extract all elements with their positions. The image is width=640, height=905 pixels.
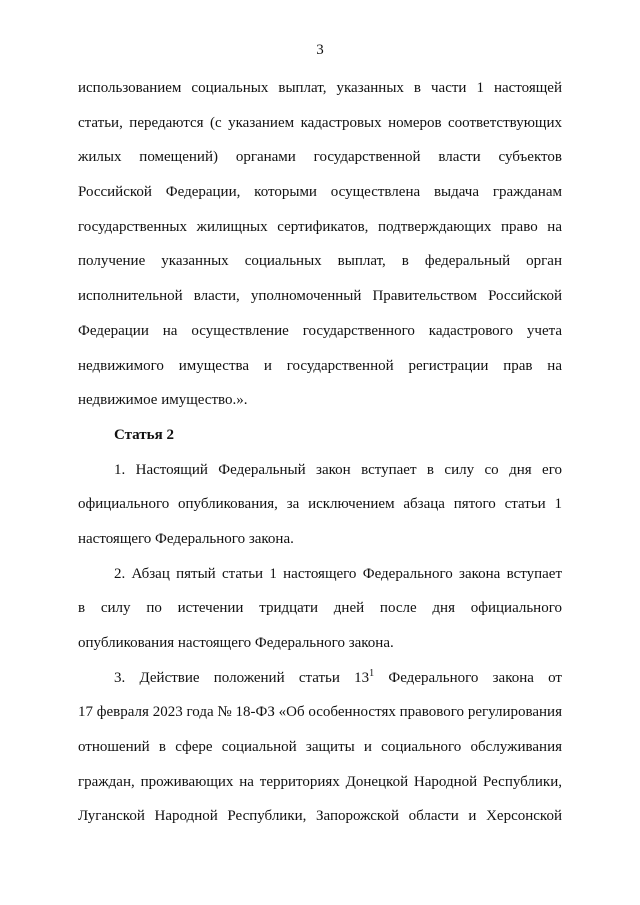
text-line: получение указанных социальных выплат, в федеральный орган [78,253,562,270]
text-line: исполнительной власти, уполномоченный Правительством Российской [78,288,562,305]
text-line: официального опубликования, за исключением абзаца пятого статьи 1 [78,496,562,513]
text-line: настоящего Федерального закона. [78,530,294,547]
text-line: опубликования настоящего Федерального закона. [78,635,394,651]
text-line: отношений в сфере социальной защиты и социального обслуживания [78,739,562,756]
text-line: жилых помещений) органами государственной власти субъектов [78,149,562,166]
text-line: недвижимого имущества и государственной регистрации прав на [78,357,562,374]
text-line: граждан, проживающих на территориях Донецкой Народной Республики, [78,773,562,790]
text-line: использованием социальных выплат, указанных в части 1 настоящей [78,80,562,96]
text-line: Российской Федерации, которыми осуществлена выдача гражданам [78,184,562,201]
superscript: 1 [369,667,375,679]
text-line: недвижимое имущество.». [78,392,248,409]
document-body [78,78,562,841]
item-3-line [78,668,562,703]
text-line: Федерации на осуществление государственного кадастрового учета [78,322,562,339]
text-line: государственных жилищных сертификатов, подтверждающих право на [78,218,562,235]
item-3-start: 3. Действие положений статьи 13 [114,669,370,686]
text-line: Луганской Народной Республики, Запорожской области и Херсонской [78,808,562,825]
text-line: статьи, передаются (с указанием кадастровых номеров соответствующих [78,114,562,131]
text-line: в силу по истечении тридцати дней после дня официального [78,600,562,617]
text-line: 17 февраля 2023 года № 18-ФЗ «Об особенностях правового регулирования [78,704,562,721]
article-heading: Статья 2 [114,426,174,443]
item-3-end: Федерального закона от [374,669,562,686]
text-line: 1. Настоящий Федеральный закон вступает в силу со дня его [114,461,562,478]
page-number: 3 [316,42,324,58]
text-line: 2. Абзац пятый статьи 1 настоящего Федерального закона вступает [114,565,562,582]
